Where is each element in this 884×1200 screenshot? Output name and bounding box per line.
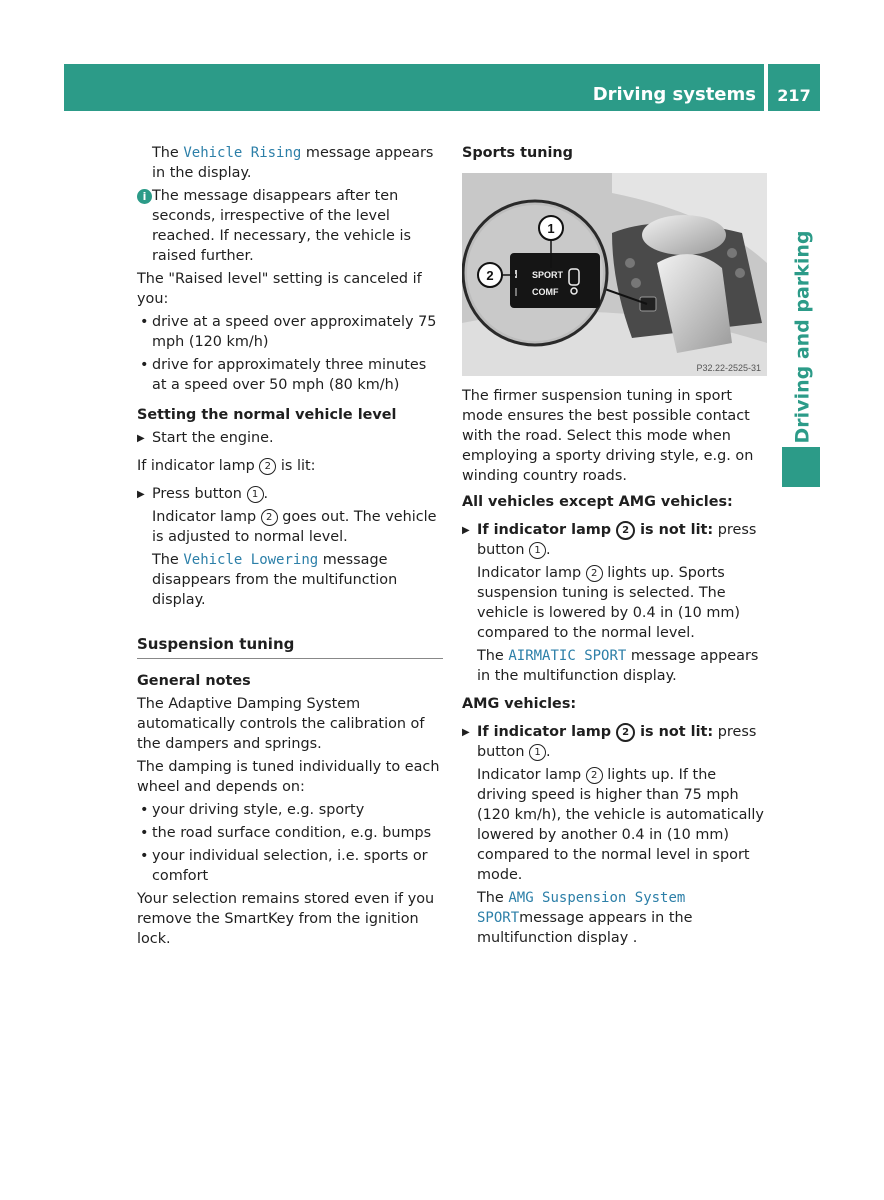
lamp-amg-paragraph: Indicator lamp 2 lights up. If the driving speed is higher than 75 mph (120 km/h), the vehicle is automatically lowered by another 0.4 in (10 mm) compared to the normal level in sport mode.: [477, 767, 764, 883]
lamp-sports-paragraph: Indicator lamp 2 lights up. Sports suspension tuning is selected. The vehicle is lowered by 0.4 in (10 mm) compared to the normal level.: [477, 565, 741, 641]
display-message-rising: Vehicle Rising: [183, 145, 302, 161]
firm-paragraph: The firmer suspension tuning in sport mode ensures the best possible contact with the road. Select this mode when employing a sporty driving style, e.g. on winding country roads.: [462, 388, 754, 484]
photo-illustration: [462, 173, 767, 376]
airmatic-paragraph: The AIRMATIC SPORT message appears in the multifunction display.: [477, 648, 759, 684]
info-icon: i: [137, 189, 152, 204]
callout-2-icon: 2: [261, 509, 278, 526]
general-notes-heading: General notes: [137, 673, 251, 689]
all-vehicles-heading: All vehicles except AMG vehicles:: [462, 494, 733, 510]
lowering-paragraph: The Vehicle Lowering message disappears from the multifunction display.: [152, 552, 398, 608]
callout-2-icon: 2: [616, 723, 635, 742]
lamp-goes-out: Indicator lamp 2 goes out. The vehicle is adjusted to normal level.: [152, 509, 437, 545]
rising-paragraph: The Vehicle Rising message appears in the display.: [152, 145, 434, 181]
callout-2-icon: 2: [586, 565, 603, 582]
display-message-lowering: Vehicle Lowering: [183, 552, 319, 568]
callout-2-icon: 2: [259, 458, 276, 475]
left-column: [137, 143, 443, 952]
callout-2-icon: 2: [616, 521, 635, 540]
callout-2-icon: 2: [586, 767, 603, 784]
list-item: • drive at a speed over approximately 75 mph (120 km/h): [137, 312, 443, 352]
chapter-tab: [782, 232, 822, 442]
step-press-button: ▶ Press button 1 .: [137, 484, 443, 504]
display-message-airmatic: AIRMATIC SPORT: [508, 648, 627, 664]
page-number: 217: [777, 86, 811, 105]
callout-1-icon: 1: [247, 486, 264, 503]
general-paragraph: The Adaptive Damping System automatically controls the calibration of the dampers and springs.: [137, 696, 425, 752]
callout-2-icon: 2: [486, 268, 494, 283]
amg-heading: AMG vehicles:: [462, 696, 577, 712]
display-message-amg: AMG Suspension System SPORT: [477, 890, 686, 926]
general-paragraph: The damping is tuned individually to each wheel and depends on:: [137, 759, 440, 795]
comf-label: COMF: [532, 287, 559, 297]
condition-lamp-lit: If indicator lamp 2 is lit:: [137, 458, 316, 474]
chapter-tab-label: Driving and parking: [791, 230, 813, 444]
general-paragraph: Your selection remains stored even if you remove the SmartKey from the ignition lock.: [137, 891, 435, 947]
callout-1-icon: 1: [547, 221, 555, 236]
sports-heading: Sports tuning: [462, 145, 573, 161]
chapter-tab-marker: [782, 447, 820, 487]
info-note: i The message disappears after ten seconds, irrespective of the level reached. If necessary, the vehicle is raised further.: [137, 186, 443, 266]
amg-message-paragraph: The AMG Suspension System SPORTmessage appears in the multifunction display .: [477, 890, 693, 946]
right-column: [462, 143, 768, 951]
callout-1-icon: 1: [529, 542, 546, 559]
suspension-heading: Suspension tuning: [137, 634, 443, 659]
callout-1-icon: 1: [529, 744, 546, 761]
step-all-vehicles: ▶ If indicator lamp 2 is not lit: press button 1 .: [462, 520, 768, 560]
image-code: P32.22-2525-31: [696, 363, 761, 373]
raised-intro: The "Raised level" setting is canceled if you:: [137, 271, 422, 307]
section-title: Driving systems: [592, 84, 756, 105]
list-item: • your individual selection, i.e. sports or comfort: [137, 846, 443, 886]
step-start-engine: ▶ Start the engine.: [137, 428, 443, 448]
control-panel-photo: [462, 173, 767, 376]
list-item: • drive for approximately three minutes at a speed over 50 mph (80 km/h): [137, 355, 443, 395]
normal-level-heading: Setting the normal vehicle level: [137, 407, 397, 423]
step-amg: ▶ If indicator lamp 2 is not lit: press button 1 .: [462, 722, 768, 762]
list-item: • your driving style, e.g. sporty: [137, 800, 443, 820]
list-item: • the road surface condition, e.g. bumps: [137, 823, 443, 843]
sport-label: SPORT: [532, 270, 564, 280]
